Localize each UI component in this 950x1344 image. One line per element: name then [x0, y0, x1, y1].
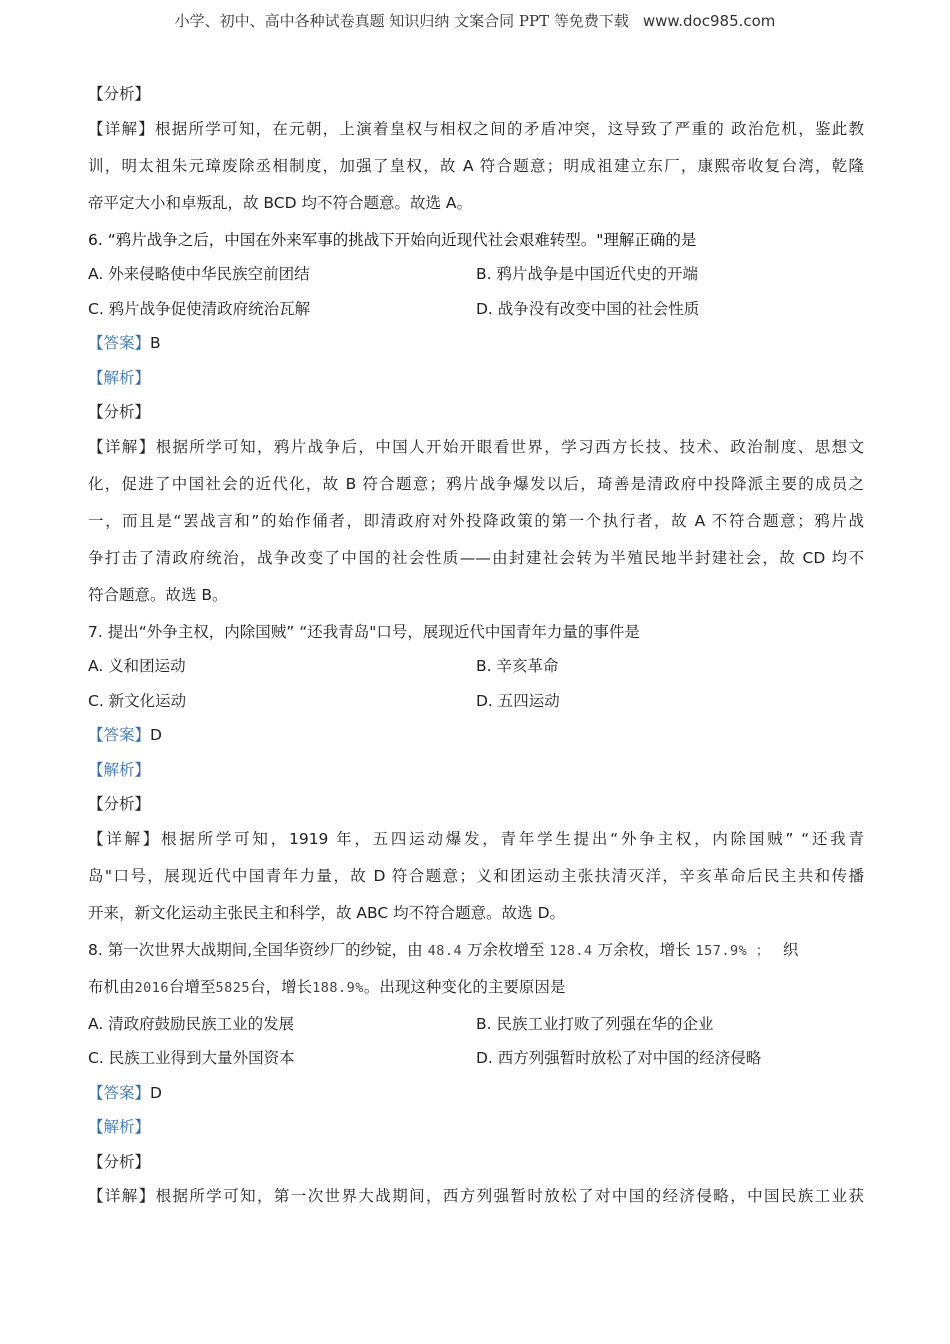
- q8-stem-line: [88, 973, 864, 1010]
- q7-jiexi: 【解析】: [88, 760, 151, 779]
- q8-number: 5825: [215, 979, 251, 996]
- q6-xiangjie-line: 符合题意。故选 B。: [88, 585, 228, 604]
- q8-option-c: C. 民族工业得到大量外国资本: [88, 1049, 295, 1067]
- q7-xiangjie-line: 岛"口号，展现近代中国青年力量，故 D 符合题意；义和团运动主张扶清灭洋，辛亥革命后民主共和传播: [88, 866, 864, 885]
- q8-number: 48.4: [427, 942, 463, 959]
- q8-stem-text: 万余枚增至: [467, 940, 545, 959]
- q6-option-c: C. 鸦片战争促使清政府统治瓦解: [88, 299, 311, 318]
- q8-stem-text: 布机由: [88, 977, 135, 996]
- header-text: 小学、初中、高中各种试卷真题 知识归纳 文案合同 PPT 等免费下载: [174, 12, 629, 30]
- q8-xiangjie-line: 【详解】根据所学可知，第一次世界大战期间，西方列强暂时放松了对中国的经济侵略，中国民族工业获: [88, 1187, 864, 1205]
- answer-label: 【答案】: [88, 726, 151, 744]
- q7-options-row: [88, 652, 864, 687]
- q7-options-row: [88, 687, 864, 722]
- q8-jiexi: 【解析】: [88, 1118, 151, 1136]
- q7-fenxi: 【分析】: [88, 795, 151, 813]
- answer-label: 【答案】: [88, 334, 151, 352]
- answer-value: B: [150, 334, 161, 352]
- q7-stem: 7. 提出“外争主权，内除国贼” “还我青岛"口号，展现近代中国青年力量的事件是: [88, 622, 640, 641]
- q8-number: 188.9%: [312, 979, 364, 996]
- q6-option-a: A. 外来侵略使中华民族空前团结: [88, 265, 310, 283]
- q8-stem-text: 。出现这种变化的主要原因是: [363, 977, 566, 996]
- q7-option-d: D. 五四运动: [476, 691, 560, 710]
- q5-fenxi: 【分析】: [88, 85, 151, 103]
- q5-xiangjie-line: 训，明太祖朱元璋废除丞相制度，加强了皇权，故 A 符合题意；明成祖建立东厂，康熙帝收复台湾，乾隆: [88, 156, 864, 175]
- q7-xiangjie-line: 开来，新文化运动主张民主和科学，故 ABC 均不符合题意。故选 D。: [88, 903, 566, 922]
- q6-option-d: D. 战争没有改变中国的社会性质: [476, 299, 700, 318]
- page-header: [0, 10, 950, 31]
- q8-stem-text: 织: [782, 940, 799, 959]
- q7-option-c: C. 新文化运动: [88, 691, 187, 710]
- q6-options-row: [88, 295, 864, 330]
- q8-options-row: [88, 1010, 864, 1045]
- answer-value: D: [150, 1083, 162, 1102]
- q6-options-row: [88, 260, 864, 295]
- q5-xiangjie-line: 帝平定大小和卓叛乱，故 BCD 均不符合题意。故选 A。: [88, 193, 473, 212]
- q6-xiangjie-line: 争打击了清政府统治，战争改变了中国的社会性质——由封建社会转为半殖民地半封建社会，故 CD 均不: [88, 548, 864, 567]
- q7-option-a: A. 义和团运动: [88, 657, 186, 675]
- q8-number: 128.4: [549, 942, 593, 959]
- q6-fenxi: 【分析】: [88, 403, 151, 421]
- answer-label: 【答案】: [88, 1083, 151, 1102]
- q6-xiangjie-line: 【详解】根据所学可知，鸦片战争后，中国人开始开眼看世界，学习西方长技、技术、政治制度、思想文: [88, 437, 864, 456]
- q5-xiangjie-line: 【详解】根据所学可知，在元朝，上演着皇权与相权之间的矛盾冲突，这导致了严重的 政治危机，鉴此教: [88, 119, 864, 138]
- q8-fenxi: 【分析】: [88, 1152, 151, 1171]
- q7-option-b: B. 辛亥革命: [476, 657, 559, 675]
- answer-value: D: [150, 726, 162, 744]
- q6-option-b: B. 鸦片战争是中国近代史的开端: [476, 265, 698, 283]
- q6-xiangjie-line: 一，而且是“罢战言和”的始作俑者，即清政府对外投降政策的第一个执行者，故 A 不符合题意；鸦片战: [88, 511, 864, 530]
- q8-option-d: D. 西方列强暂时放松了对中国的经济侵略: [476, 1049, 762, 1067]
- q6-stem: 6. “鸦片战争之后，中国在外来军事的挑战下开始向近现代社会艰难转型。"理解正确的是: [88, 230, 697, 249]
- q8-option-a: A. 清政府鼓励民族工业的发展: [88, 1014, 295, 1033]
- q8-stem-text: 8. 第一次世界大战期间,全国华资纱厂的纱锭，由: [88, 940, 423, 959]
- q6-answer: [88, 329, 864, 364]
- q7-answer: [88, 721, 864, 756]
- q6-xiangjie-line: 化，促进了中国社会的近代化，故 B 符合题意；鸦片战争爆发以后，琦善是清政府中投降派主要的成员之: [88, 474, 864, 493]
- q8-number: 2016: [134, 979, 170, 996]
- q6-jiexi: 【解析】: [88, 368, 151, 387]
- q7-xiangjie-line: 【详解】根据所学可知，1919 年，五四运动爆发，青年学生提出“外争主权，内除国贼” “还我青: [88, 829, 864, 848]
- document-body: [88, 80, 864, 1219]
- q8-answer: [88, 1079, 864, 1114]
- q8-option-b: B. 民族工业打败了列强在华的企业: [476, 1014, 714, 1033]
- header-url[interactable]: www.doc985.com: [642, 12, 776, 30]
- q8-stem-text: 万余枚，增长: [597, 940, 691, 959]
- q8-stem-text: 台，增长: [250, 977, 313, 996]
- q8-stem-text: 台增至: [169, 977, 216, 996]
- q8-stem-line: [88, 936, 864, 973]
- q8-options-row: [88, 1044, 864, 1079]
- q8-number: 157.9% ；: [695, 942, 770, 959]
